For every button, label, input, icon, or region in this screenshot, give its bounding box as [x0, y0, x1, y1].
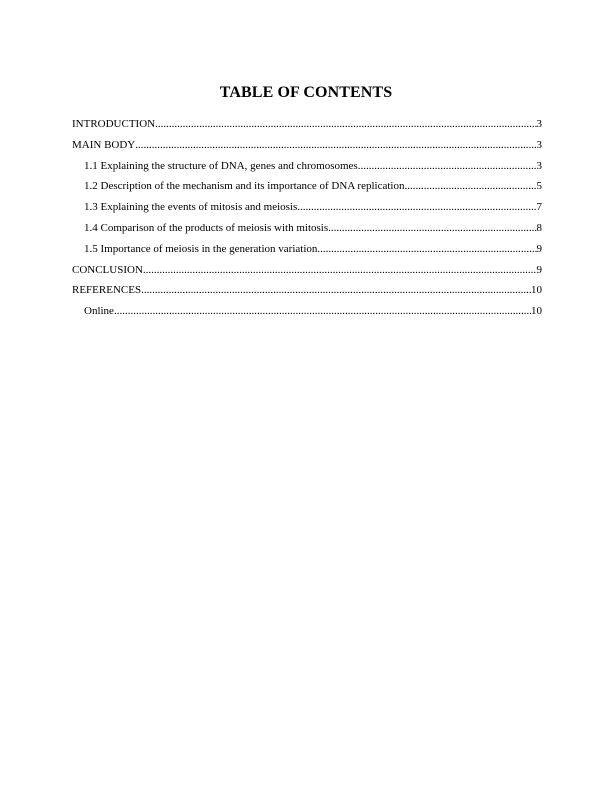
toc-entry-page: 3: [536, 159, 542, 172]
toc-leader-dots: [358, 159, 537, 173]
toc-entry-page: 3: [536, 138, 542, 151]
toc-entry-page: 5: [536, 180, 542, 193]
toc-leader-dots: [317, 242, 536, 256]
toc-entry-1-5[interactable]: [72, 242, 542, 263]
toc-entry-text: REFERENCES: [72, 284, 142, 297]
toc-entry-text: MAIN BODY: [72, 138, 136, 151]
toc-entry-online[interactable]: [72, 304, 542, 325]
toc-entry-conclusion[interactable]: [72, 263, 542, 284]
toc-entry-page: 3: [536, 118, 542, 130]
toc-entry-page: 8: [536, 221, 542, 234]
toc-leader-dots: [141, 283, 531, 297]
toc-entry-1-1[interactable]: [72, 159, 542, 180]
toc-entry-1-4[interactable]: [72, 221, 542, 242]
toc-title: TABLE OF CONTENTS: [219, 84, 393, 101]
toc-entry-page: 9: [536, 263, 542, 276]
toc-entry-text: 1.4 Comparison of the products of meiosis with mitosis: [84, 221, 329, 234]
toc-leader-dots: [143, 263, 537, 277]
toc-entry-page: 10: [531, 284, 542, 297]
toc-leader-dots: [404, 179, 536, 193]
toc-entry-page: 10: [531, 305, 542, 318]
toc-list: [72, 117, 542, 325]
toc-entry-introduction[interactable]: [72, 117, 542, 138]
toc-entry-text: CONCLUSION: [72, 263, 143, 276]
toc-entry-1-2[interactable]: [72, 179, 542, 200]
toc-entry-main-body[interactable]: [72, 138, 542, 159]
toc-leader-dots: [297, 200, 536, 214]
toc-entry-text: INTRODUCTION: [72, 118, 156, 130]
toc-entry-1-3[interactable]: [72, 200, 542, 221]
toc-entry-text: Online: [84, 305, 114, 318]
toc-entry-text: 1.2 Description of the mechanism and its importance of DNA replication: [84, 180, 405, 193]
toc-entry-page: 9: [536, 242, 542, 255]
toc-entry-page: 7: [536, 201, 542, 214]
toc-leader-dots: [135, 138, 536, 152]
toc-entry-references[interactable]: [72, 283, 542, 304]
toc-entry-text: 1.1 Explaining the structure of DNA, genes and chromosomes: [84, 159, 358, 172]
toc-leader-dots: [155, 117, 536, 131]
toc-entry-text: 1.5 Importance of meiosis in the generation variation: [84, 242, 318, 255]
toc-entry-text: 1.3 Explaining the events of mitosis and meiosis: [84, 201, 298, 214]
toc-leader-dots: [114, 304, 531, 318]
toc-leader-dots: [328, 221, 536, 235]
